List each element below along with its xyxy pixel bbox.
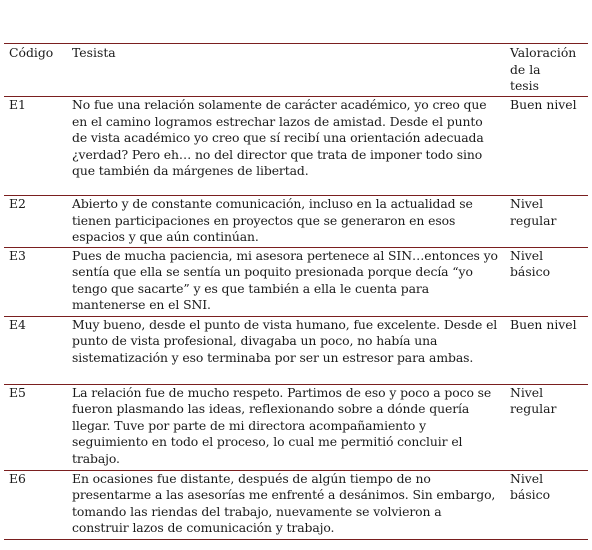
cell-valoracion: Nivel básico — [505, 470, 588, 539]
cell-valoracion: Buen nivel — [505, 316, 588, 384]
cell-codigo: E3 — [4, 247, 67, 316]
table-row — [4, 247, 588, 316]
table-header — [4, 44, 588, 97]
table-body — [4, 97, 588, 540]
header-valoracion: Valoración de la tesis — [505, 44, 588, 97]
cell-tesista: La relación fue de mucho respeto. Partimos de eso y poco a poco se fueron plasmando las ideas, reflexionando sobre a dónde quería llegar. Tuve por parte de mi directora acompañamiento y seguimiento en todo el proceso, lo cual me permitió concluir el trabajo. — [67, 384, 505, 470]
assessment-table — [4, 43, 588, 540]
cell-codigo: E6 — [4, 470, 67, 539]
table-row — [4, 470, 588, 539]
cell-tesista: No fue una relación solamente de carácter académico, yo creo que en el camino logramos estrechar lazos de amistad. Desde el punto de vista académico yo creo que sí recibí una orientación adecuada ¿verdad? Pero eh… no del director que trata de imponer todo sino que también da márgenes de libertad. — [67, 97, 505, 196]
header-tesista: Tesista — [67, 44, 505, 97]
cell-codigo: E4 — [4, 316, 67, 384]
table-row — [4, 384, 588, 470]
cell-tesista: Abierto y de constante comunicación, incluso en la actualidad se tienen participaciones en proyectos que se generaron en esos espacios y que aún continúan. — [67, 196, 505, 248]
header-row — [4, 44, 588, 97]
cell-valoracion: Nivel regular — [505, 384, 588, 470]
table-row — [4, 97, 588, 196]
cell-valoracion: Nivel regular — [505, 196, 588, 248]
table-row — [4, 196, 588, 248]
header-codigo: Código — [4, 44, 67, 97]
cell-valoracion: Buen nivel — [505, 97, 588, 196]
cell-tesista: Pues de mucha paciencia, mi asesora pertenece al SIN…entonces yo sentía que ella se sentía un poquito presionada porque decía “yo tengo que sacarte” y es que también a ella le cuenta para mantenerse en el SNI. — [67, 247, 505, 316]
cell-codigo: E5 — [4, 384, 67, 470]
table-row — [4, 316, 588, 384]
cell-codigo: E1 — [4, 97, 67, 196]
cell-tesista: En ocasiones fue distante, después de algún tiempo de no presentarme a las asesorías me enfrenté a desánimos. Sin embargo, tomando las riendas del trabajo, nuevamente se volvieron a construir lazos de comunicación y trabajo. — [67, 470, 505, 539]
cell-valoracion: Nivel básico — [505, 247, 588, 316]
cell-codigo: E2 — [4, 196, 67, 248]
cell-tesista: Muy bueno, desde el punto de vista humano, fue excelente. Desde el punto de vista profesional, divagaba un poco, no había una sistematización y eso terminaba por ser un estresor para ambas. — [67, 316, 505, 384]
